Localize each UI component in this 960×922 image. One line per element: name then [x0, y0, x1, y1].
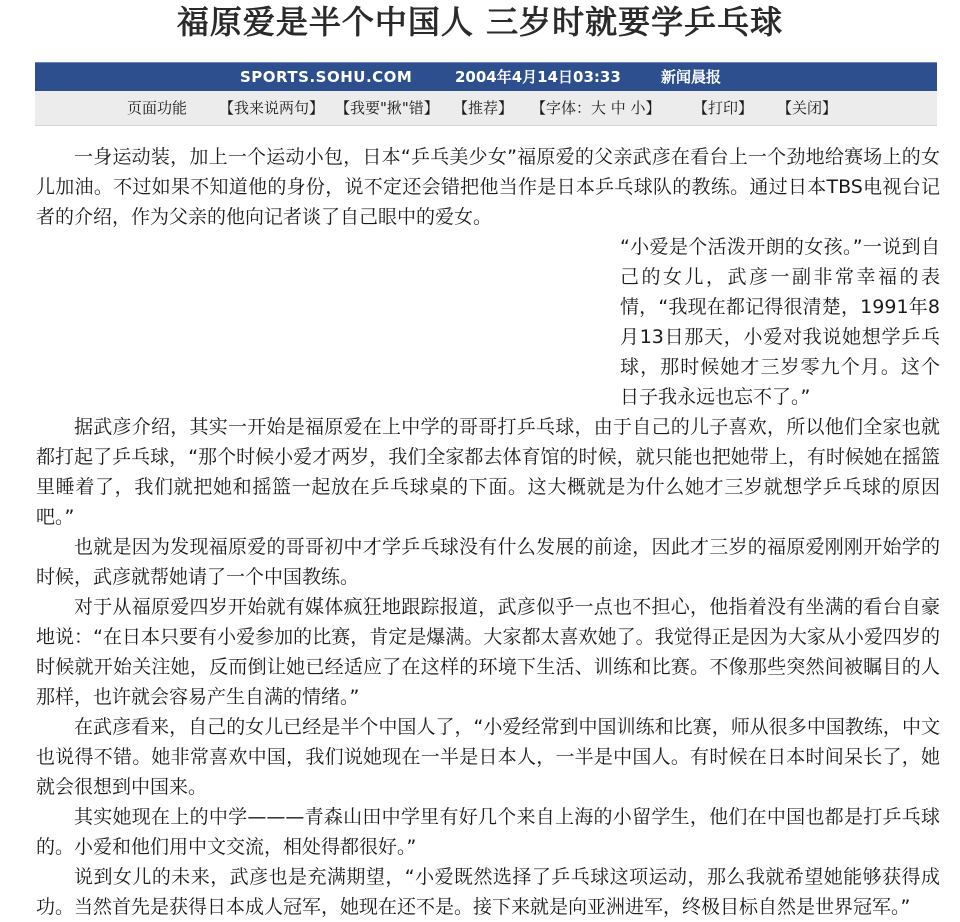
font-size-control[interactable]: 【字体：大 中 小】: [531, 99, 661, 117]
print-link[interactable]: 【打印】: [693, 99, 754, 117]
close-link[interactable]: 【关闭】: [777, 99, 838, 117]
publish-datetime: 2004年4月14日03:33: [455, 68, 621, 86]
article-paragraph: 据武彦介绍，其实一开始是福原爱在上中学的哥哥打乒乓球，由于自己的儿子喜欢，所以他们全家也就都打起了乒乓球，“那个时候小爱才两岁，我们全家都去体育馆的时候，就只能也把她带上，有时候她在摇篮里睡着了，我们就把她和摇篮一起放在乒乓球桌的下面。这大概就是为什么她才三岁就想学乒乓球的原因吧。”: [36, 416, 940, 528]
article-paragraph: “小爱是个活泼开朗的女孩。”一说到自己的女儿，武彦一副非常幸福的表情，“我现在都记得很清楚，1991年8月13日那天，小爱对我说她想学乒乓球，那时候她才三岁零九个月。这个日子我永远也忘不了。”: [620, 236, 940, 408]
article-paragraph: 一身运动装，加上一个运动小包，日本“乒乓美少女”福原爱的父亲武彦在看台上一个劲地给赛场上的女儿加油。不过如果不知道他的身份，说不定还会错把他当作是日本乒乓球队的教练。通过日本TBS电视台记者的介绍，作为父亲的他向记者谈了自己眼中的爱女。: [36, 146, 940, 228]
article-paragraph: 其实她现在上的中学———青森山田中学里有好几个来自上海的小留学生，他们在中国也都是打乒乓球的。小爱和他们用中文交流，相处得都很好。”: [36, 806, 940, 858]
info-bar: [35, 62, 937, 92]
news-source: 新闻晨报: [661, 68, 722, 86]
page-tools-label: 页面功能: [127, 99, 188, 117]
article-paragraph: 也就是因为发现福原爱的哥哥初中才学乒乓球没有什么发展的前途，因此才三岁的福原爱刚刚开始学的时候，武彦就帮她请了一个中国教练。: [36, 536, 940, 588]
site-name: SPORTS.SOHU.COM: [240, 68, 413, 86]
article-paragraph: 说到女儿的未来，武彦也是充满期望，“小爱既然选择了乒乓球这项运动，那么我就希望她能够获得成功。当然首先是获得日本成人冠军，她现在还不是。接下来就是向亚洲进军，终极目标自然是世界冠军。”: [36, 866, 940, 918]
comment-link[interactable]: 【我来说两句】: [219, 99, 325, 117]
report-error-link[interactable]: 【我要"揪"错】: [335, 99, 439, 117]
article-body: [36, 142, 940, 922]
article-paragraph: 对于从福原爱四岁开始就有媒体疯狂地跟踪报道，武彦似乎一点也不担心，他指着没有坐满的看台自豪地说：“在日本只要有小爱参加的比赛，肯定是爆满。大家都太喜欢她了。我觉得正是因为大家从小爱四岁的时候就开始关注她，反而倒让她已经适应了在这样的环境下生活、训练和比赛。不像那些突然间被瞩目的人那样，也许就会容易产生自满的情绪。”: [36, 596, 940, 708]
page-tools-bar: [35, 91, 937, 126]
article-paragraph: 在武彦看来，自己的女儿已经是半个中国人了，“小爱经常到中国训练和比赛，师从很多中国教练，中文也说得不错。她非常喜欢中国，我们说她现在一半是日本人，一半是中国人。有时候在日本时间呆长了，她就会很想到中国来。: [36, 716, 940, 798]
recommend-link[interactable]: 【推荐】: [453, 99, 514, 117]
headline: 福原爱是半个中国人 三岁时就要学乒乓球: [176, 3, 784, 41]
